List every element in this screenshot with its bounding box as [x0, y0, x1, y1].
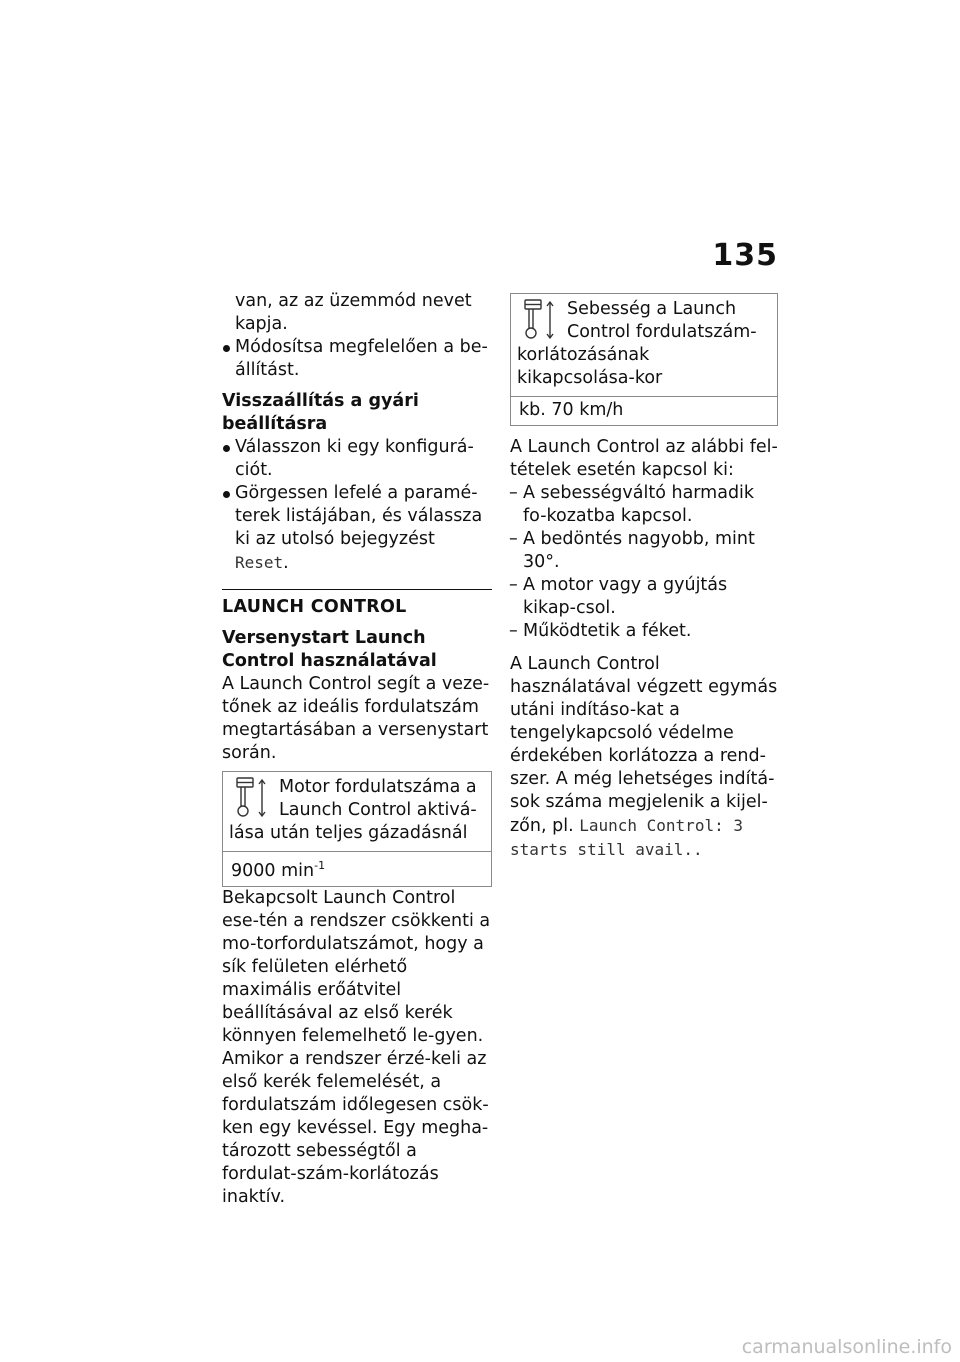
reset-code: Reset	[235, 553, 284, 572]
start-limit-text: A Launch Control használatával végzett egymás utáni indításo-kat a tengelykapcsoló védelme érdekében korlátozza a rend-szer. A még lehetséges indítá-sok száma megjelenik a kijel-zőn, pl.	[510, 654, 778, 836]
spec-speed-limit-value: kb. 70 km/h	[511, 396, 777, 425]
spec-box-header	[223, 772, 491, 851]
section-title: LAUNCH CONTROL	[222, 597, 407, 617]
engine-piston-icon	[229, 776, 275, 822]
left-column	[222, 290, 492, 1209]
dash-brake: – Működtetik a féket.	[510, 620, 778, 643]
watermark: carmanualsonline.info	[741, 1336, 952, 1358]
paragraph-start-limit	[510, 653, 778, 862]
page-number: 135	[712, 238, 778, 273]
spec-speed-limit-label: Sebesség a Launch Control fordulatszám-korlátozásának kikapcsolása-kor	[517, 299, 757, 388]
bullet-scroll-reset	[222, 482, 492, 575]
spec-box-engine-speed	[222, 771, 492, 887]
subhead-versenystart: Versenystart Launch Control használatával	[222, 628, 437, 671]
bullet-select-config: Válasszon ki egy konfigurá-ciót.	[222, 436, 492, 482]
spec-engine-speed-value	[223, 851, 491, 886]
bullet-scroll-end: .	[283, 553, 289, 573]
bullet-modify-setting: Módosítsa megfelelően a be-állítást.	[222, 336, 492, 382]
spec-box-header	[511, 294, 777, 396]
dash-lean-angle: – A bedöntés nagyobb, mint 30°.	[510, 528, 778, 574]
spec-engine-speed-number: 9000 min	[231, 860, 315, 881]
dash-third-gear: – A sebességváltó harmadik fo-kozatba kapcsol.	[510, 482, 778, 528]
subhead-reset: Visszaállítás a gyári beállításra	[222, 391, 419, 434]
intro-line-2: kapja.	[235, 314, 288, 334]
paragraph-launch-behaviour: Bekapcsolt Launch Control ese-tén a rendszer csökkenti a mo-torfordulatszámot, hogy a sík felületen elérhető maximális erőátvitel beállításával az első kerék könnyen felemelhető le-gyen. Amikor a rendszer érzé-keli az első kerék felemelését, a fordulatszám időlegesen csök-ken egy kevéssel. Egy megha-tározott sebességtől a fordulat-szám-korlátozás inaktív.	[222, 887, 491, 1207]
right-column	[510, 290, 778, 862]
engine-piston-icon	[517, 298, 563, 344]
spec-box-speed-limit	[510, 293, 778, 426]
display-message-code: Launch Control: 3 starts still avail..	[510, 816, 743, 859]
paragraph-intro: A Launch Control segít a veze-tőnek az ideális fordulatszám megtartásában a versenystart során.	[222, 674, 490, 763]
spec-engine-speed-exponent: -1	[314, 859, 326, 872]
bullet-scroll-text: Görgessen lefelé a paramé-terek listájában, és válassza ki az utolsó bejegyzést	[235, 483, 483, 549]
dash-engine-off: – A motor vagy a gyújtás kikap-csol.	[510, 574, 778, 620]
section-divider	[222, 589, 492, 619]
intro-line-1: van, az az üzemmód nevet	[235, 291, 472, 311]
spec-engine-speed-label: Motor fordulatszáma a Launch Control aktivá-lása után teljes gázadásnál	[229, 777, 477, 843]
paragraph-deactivation: A Launch Control az alábbi fel-tételek esetén kapcsol ki:	[510, 437, 778, 480]
